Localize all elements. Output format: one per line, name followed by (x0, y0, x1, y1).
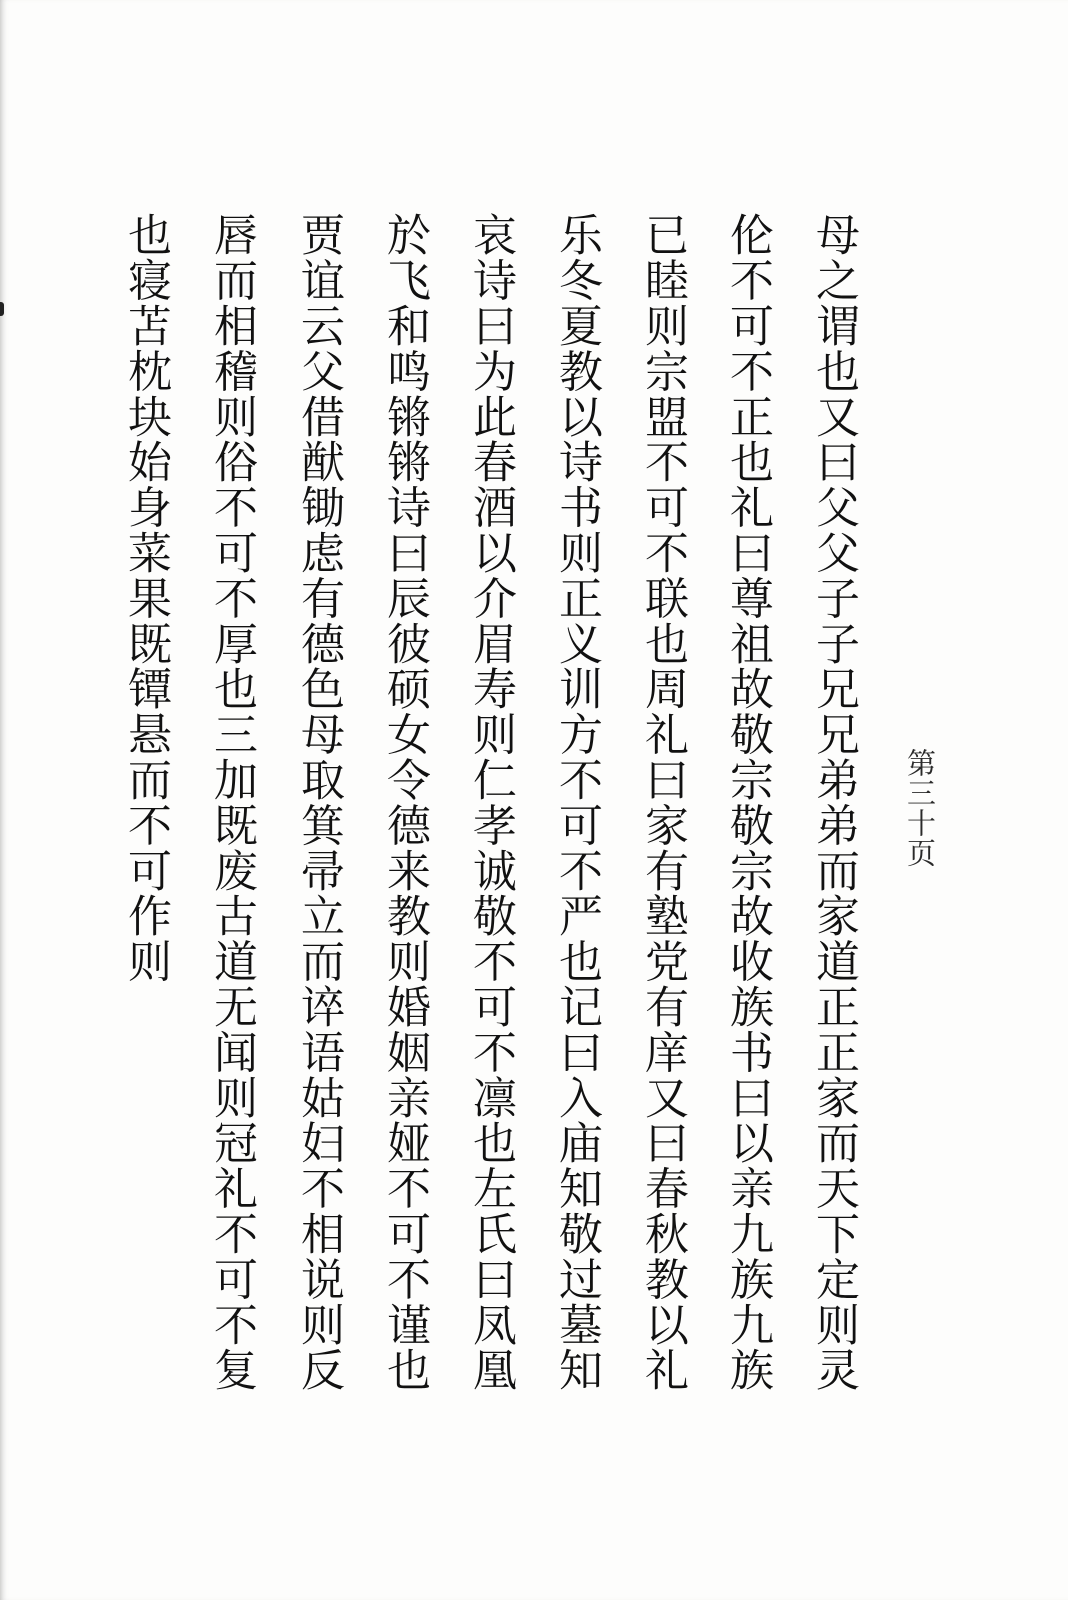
text-column-9: 也寝苫枕块始身菜果既镡悬而不可作则 (120, 212, 171, 984)
text-column-1: 母之谓也又曰父父子子兄兄弟弟而家道正正家而天下定则灵 (808, 212, 859, 1393)
text-column-3: 已睦则宗盟不可不联也周礼曰家有塾党有庠又曰春秋教以礼 (637, 212, 688, 1393)
page-number: 第三十页 (903, 748, 937, 868)
text-column-5: 哀诗曰为此春酒以介眉寿则仁孝诚敬不可不凛也左氏曰凤凰 (465, 212, 516, 1393)
text-column-7: 贾谊云父借猷锄虑有德色母取箕帚立而谇语姑妇不相说则反 (293, 212, 344, 1393)
binding-mark (0, 302, 4, 316)
text-column-6: 於飞和鸣锵锵诗曰辰彼硕女令德来教则婚姻亲娅不可不谨也 (379, 212, 430, 1393)
text-column-4: 乐冬夏教以诗书则正义训方不可不严也记曰入庙知敬过墓知 (551, 212, 602, 1393)
text-column-2: 伦不可不正也礼曰尊祖故敬宗敬宗故收族书曰以亲九族九族 (722, 212, 773, 1393)
text-column-8: 唇而相稽则俗不可不厚也三加既废古道无闻则冠礼不可不复 (206, 212, 257, 1393)
